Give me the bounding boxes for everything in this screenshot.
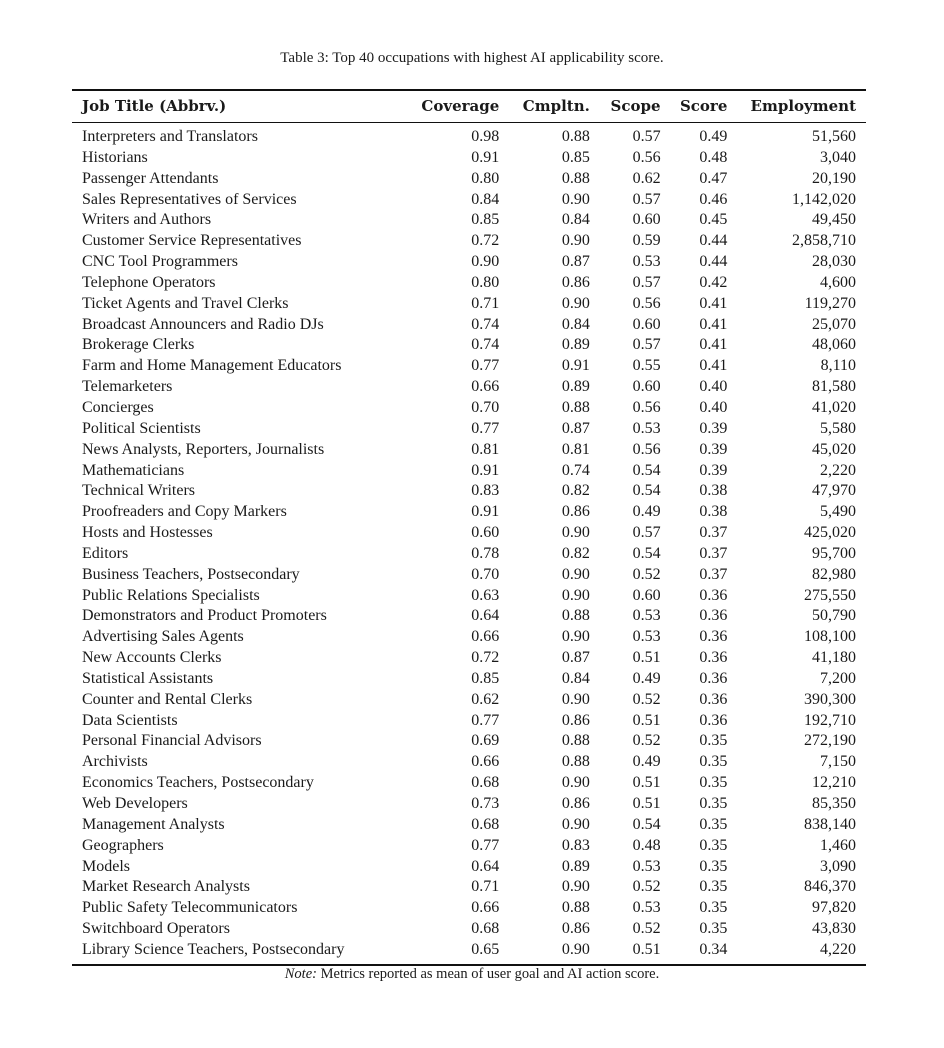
cell-scope: 0.52 [632,732,661,750]
cell-score: 0.34 [699,940,728,958]
cell-coverage: 0.84 [471,190,500,208]
cell-job-title: Brokerage Clerks [82,336,195,354]
header-score: Score [679,97,728,115]
table-row [72,898,866,919]
cell-coverage: 0.77 [471,836,500,854]
cell-job-title: Ticket Agents and Travel Clerks [82,294,289,312]
cell-completion: 0.88 [561,607,590,625]
table-row [72,335,866,356]
cell-job-title: Data Scientists [82,711,178,729]
cell-scope: 0.51 [632,649,661,667]
cell-completion: 0.90 [561,294,590,312]
cell-coverage: 0.64 [471,607,500,625]
cell-score: 0.36 [699,690,728,708]
cell-score: 0.41 [699,315,728,333]
cell-score: 0.42 [699,273,728,291]
table-row [72,773,866,794]
cell-employment: 838,140 [804,815,856,833]
cell-coverage: 0.68 [471,815,500,833]
cell-scope: 0.60 [632,315,661,333]
occupations-table-container [72,89,866,966]
cell-scope: 0.56 [632,398,661,416]
cell-score: 0.36 [699,628,728,646]
cell-employment: 7,200 [820,669,856,687]
cell-completion: 0.84 [561,211,590,229]
cell-scope: 0.52 [632,878,661,896]
cell-job-title: Proofreaders and Copy Markers [82,503,287,521]
cell-job-title: Passenger Attendants [82,169,219,187]
occupations-table [72,89,866,966]
table-row [72,398,866,419]
cell-employment: 43,830 [812,920,856,938]
cell-completion: 0.84 [561,669,590,687]
cell-employment: 51,560 [812,128,856,145]
cell-completion: 0.84 [561,315,590,333]
cell-completion: 0.82 [561,544,590,562]
cell-employment: 45,020 [812,440,856,458]
cell-scope: 0.60 [632,586,661,604]
cell-scope: 0.52 [632,565,661,583]
cell-employment: 20,190 [812,169,856,187]
cell-score: 0.49 [699,128,728,145]
cell-scope: 0.57 [632,128,661,145]
header-coverage: Coverage [421,97,500,115]
cell-job-title: Telephone Operators [82,273,216,291]
cell-scope: 0.49 [632,669,661,687]
cell-score: 0.41 [699,357,728,375]
cell-scope: 0.48 [632,836,661,854]
cell-scope: 0.53 [632,899,661,917]
cell-employment: 28,030 [812,253,856,271]
table-row [72,502,866,523]
cell-employment: 50,790 [812,607,856,625]
cell-completion: 0.85 [561,148,590,166]
cell-score: 0.37 [699,544,728,562]
table-row [72,752,866,773]
cell-completion: 0.89 [561,336,590,354]
cell-coverage: 0.68 [471,774,500,792]
cell-score: 0.39 [699,461,728,479]
cell-score: 0.40 [699,378,728,396]
cell-score: 0.39 [699,419,728,437]
table-row [72,461,866,482]
cell-employment: 275,550 [804,586,856,604]
cell-employment: 47,970 [812,482,856,500]
cell-job-title: Farm and Home Management Educators [82,357,342,375]
cell-completion: 0.87 [561,253,590,271]
cell-employment: 81,580 [812,378,856,396]
cell-coverage: 0.80 [471,169,500,187]
note-text: Metrics reported as mean of user goal and AI action score. [316,966,660,982]
cell-employment: 2,220 [820,461,856,479]
cell-score: 0.48 [699,148,728,166]
cell-completion: 0.83 [561,836,590,854]
cell-completion: 0.90 [561,690,590,708]
cell-employment: 4,220 [820,940,856,958]
cell-coverage: 0.81 [471,440,500,458]
table-row [72,794,866,815]
cell-employment: 85,350 [812,795,856,812]
cell-score: 0.35 [699,899,728,917]
table-row [72,565,866,586]
cell-coverage: 0.77 [471,711,500,729]
cell-employment: 8,110 [820,357,856,375]
cell-job-title: Concierges [82,398,154,416]
cell-employment: 41,180 [812,649,856,667]
cell-completion: 0.88 [561,169,590,187]
cell-scope: 0.54 [632,815,661,833]
table-row [72,252,866,273]
cell-coverage: 0.65 [471,940,500,958]
table-row [72,231,866,252]
cell-job-title: Sales Representatives of Services [82,190,297,208]
table-row [72,419,866,440]
cell-scope: 0.52 [632,690,661,708]
cell-scope: 0.51 [632,774,661,792]
cell-score: 0.47 [699,169,728,187]
cell-coverage: 0.85 [471,211,500,229]
cell-job-title: Technical Writers [82,482,195,500]
cell-completion: 0.88 [561,899,590,917]
table-row [72,919,866,940]
cell-employment: 1,142,020 [792,190,856,208]
cell-coverage: 0.70 [471,398,500,416]
table-row [72,377,866,398]
note-label: Note: [284,966,317,982]
cell-completion: 0.90 [561,586,590,604]
cell-completion: 0.86 [561,273,590,291]
cell-job-title: New Accounts Clerks [82,649,222,667]
cell-employment: 390,300 [804,690,856,708]
cell-score: 0.35 [699,920,728,938]
table-row [72,273,866,294]
cell-job-title: Business Teachers, Postsecondary [82,565,300,583]
cell-completion: 0.86 [561,503,590,521]
cell-coverage: 0.71 [471,878,500,896]
cell-scope: 0.59 [632,232,661,250]
cell-employment: 12,210 [812,774,856,792]
cell-coverage: 0.66 [471,753,500,771]
cell-coverage: 0.69 [471,732,500,750]
table-row [72,148,866,169]
table-row [72,940,866,965]
table-row [72,690,866,711]
cell-completion: 0.74 [561,461,590,479]
cell-completion: 0.88 [561,398,590,416]
table-row [72,815,866,836]
cell-employment: 4,600 [820,273,856,291]
cell-job-title: Broadcast Announcers and Radio DJs [82,315,324,333]
cell-coverage: 0.68 [471,920,500,938]
cell-completion: 0.86 [561,711,590,729]
cell-job-title: Customer Service Representatives [82,232,302,250]
cell-job-title: Mathematicians [82,461,185,479]
cell-coverage: 0.91 [471,503,500,521]
cell-scope: 0.54 [632,544,661,562]
cell-completion: 0.86 [561,920,590,938]
cell-score: 0.44 [699,253,728,271]
table-row [72,356,866,377]
cell-job-title: Writers and Authors [82,211,212,229]
cell-score: 0.37 [699,565,728,583]
header-employment: Employment [750,97,856,115]
cell-score: 0.36 [699,669,728,687]
cell-employment: 2,858,710 [792,232,856,250]
cell-completion: 0.90 [561,628,590,646]
cell-completion: 0.90 [561,565,590,583]
table-row [72,627,866,648]
table-row [72,711,866,732]
table-note [0,966,944,983]
cell-completion: 0.90 [561,940,590,958]
cell-completion: 0.87 [561,419,590,437]
cell-employment: 272,190 [804,732,856,750]
table-row [72,857,866,878]
cell-job-title: CNC Tool Programmers [82,253,238,271]
table-row [72,836,866,857]
cell-employment: 97,820 [812,899,856,917]
cell-coverage: 0.77 [471,419,500,437]
cell-completion: 0.81 [561,440,590,458]
cell-job-title: Counter and Rental Clerks [82,690,253,708]
cell-scope: 0.57 [632,273,661,291]
table-row [72,315,866,336]
cell-score: 0.35 [699,878,728,896]
cell-completion: 0.90 [561,232,590,250]
cell-score: 0.41 [699,294,728,312]
table-row [72,440,866,461]
cell-coverage: 0.66 [471,628,500,646]
header-completion: Cmpltn. [522,97,590,115]
cell-coverage: 0.71 [471,294,500,312]
cell-employment: 82,980 [812,565,856,583]
cell-score: 0.35 [699,774,728,792]
cell-employment: 119,270 [804,294,856,312]
cell-employment: 3,040 [820,148,856,166]
cell-score: 0.46 [699,190,728,208]
cell-coverage: 0.66 [471,378,500,396]
cell-job-title: Hosts and Hostesses [82,524,213,542]
table-header-row [72,90,866,123]
cell-job-title: News Analysts, Reporters, Journalists [82,440,325,458]
table-body [72,123,866,965]
cell-completion: 0.90 [561,190,590,208]
cell-scope: 0.49 [632,753,661,771]
cell-coverage: 0.91 [471,461,500,479]
table-row [72,523,866,544]
cell-score: 0.35 [699,857,728,875]
cell-completion: 0.90 [561,878,590,896]
cell-job-title: Market Research Analysts [82,878,250,896]
cell-score: 0.35 [699,732,728,750]
cell-job-title: Models [82,857,130,875]
cell-coverage: 0.70 [471,565,500,583]
cell-employment: 846,370 [804,878,856,896]
cell-employment: 48,060 [812,336,856,354]
cell-job-title: Economics Teachers, Postsecondary [82,774,314,792]
cell-completion: 0.90 [561,774,590,792]
cell-completion: 0.82 [561,482,590,500]
table-row [72,123,866,148]
table-row [72,210,866,231]
cell-scope: 0.53 [632,628,661,646]
cell-completion: 0.88 [561,732,590,750]
cell-coverage: 0.98 [471,128,500,145]
cell-employment: 5,490 [820,503,856,521]
cell-score: 0.36 [699,586,728,604]
cell-employment: 7,150 [820,753,856,771]
cell-scope: 0.60 [632,211,661,229]
cell-score: 0.36 [699,711,728,729]
cell-scope: 0.62 [632,169,661,187]
table-row [72,169,866,190]
cell-scope: 0.51 [632,940,661,958]
cell-employment: 108,100 [804,628,856,646]
cell-scope: 0.56 [632,148,661,166]
cell-scope: 0.51 [632,711,661,729]
cell-score: 0.35 [699,795,728,812]
cell-scope: 0.53 [632,253,661,271]
cell-coverage: 0.85 [471,669,500,687]
cell-score: 0.44 [699,232,728,250]
cell-coverage: 0.78 [471,544,500,562]
cell-scope: 0.56 [632,440,661,458]
cell-employment: 5,580 [820,419,856,437]
table-row [72,544,866,565]
cell-completion: 0.90 [561,815,590,833]
cell-job-title: Editors [82,544,129,562]
cell-employment: 1,460 [820,836,856,854]
table-caption: Table 3: Top 40 occupations with highest AI applicability score. [280,50,664,66]
cell-coverage: 0.74 [471,336,500,354]
cell-scope: 0.49 [632,503,661,521]
cell-score: 0.36 [699,607,728,625]
cell-scope: 0.53 [632,419,661,437]
cell-job-title: Telemarketers [82,378,173,396]
cell-completion: 0.89 [561,378,590,396]
cell-job-title: Geographers [82,836,164,854]
cell-job-title: Archivists [82,753,148,771]
cell-coverage: 0.72 [471,649,500,667]
cell-score: 0.40 [699,398,728,416]
cell-employment: 41,020 [812,398,856,416]
cell-scope: 0.52 [632,920,661,938]
cell-completion: 0.90 [561,524,590,542]
cell-job-title: Statistical Assistants [82,669,214,687]
cell-employment: 3,090 [820,857,856,875]
cell-score: 0.37 [699,524,728,542]
cell-score: 0.35 [699,815,728,833]
cell-job-title: Personal Financial Advisors [82,732,262,750]
cell-scope: 0.57 [632,190,661,208]
cell-coverage: 0.73 [471,795,500,812]
cell-scope: 0.55 [632,357,661,375]
cell-employment: 25,070 [812,315,856,333]
cell-score: 0.38 [699,503,728,521]
cell-score: 0.39 [699,440,728,458]
cell-coverage: 0.62 [471,690,500,708]
cell-scope: 0.57 [632,336,661,354]
cell-coverage: 0.91 [471,148,500,166]
cell-coverage: 0.72 [471,232,500,250]
cell-employment: 192,710 [804,711,856,729]
cell-coverage: 0.80 [471,273,500,291]
cell-scope: 0.56 [632,294,661,312]
cell-job-title: Historians [82,148,148,166]
cell-completion: 0.88 [561,753,590,771]
cell-scope: 0.60 [632,378,661,396]
cell-coverage: 0.77 [471,357,500,375]
cell-scope: 0.54 [632,461,661,479]
cell-coverage: 0.74 [471,315,500,333]
table-row [72,190,866,211]
cell-scope: 0.57 [632,524,661,542]
cell-scope: 0.54 [632,482,661,500]
header-scope: Scope [610,97,661,115]
cell-employment: 95,700 [812,544,856,562]
cell-completion: 0.87 [561,649,590,667]
table-row [72,669,866,690]
cell-coverage: 0.83 [471,482,500,500]
cell-score: 0.45 [699,211,728,229]
cell-job-title: Library Science Teachers, Postsecondary [82,940,345,958]
cell-coverage: 0.64 [471,857,500,875]
cell-scope: 0.53 [632,857,661,875]
table-row [72,294,866,315]
cell-score: 0.36 [699,649,728,667]
table-row [72,731,866,752]
cell-scope: 0.51 [632,795,661,812]
cell-job-title: Interpreters and Translators [82,128,258,145]
cell-job-title: Demonstrators and Product Promoters [82,607,327,625]
cell-job-title: Public Safety Telecommunicators [82,899,298,917]
cell-job-title: Advertising Sales Agents [82,628,244,646]
cell-scope: 0.53 [632,607,661,625]
cell-employment: 49,450 [812,211,856,229]
cell-job-title: Management Analysts [82,815,225,833]
table-row [72,648,866,669]
cell-score: 0.35 [699,836,728,854]
cell-completion: 0.88 [561,128,590,145]
cell-coverage: 0.60 [471,524,500,542]
cell-job-title: Web Developers [82,795,188,812]
cell-completion: 0.89 [561,857,590,875]
cell-score: 0.41 [699,336,728,354]
cell-coverage: 0.90 [471,253,500,271]
header-job-title: Job Title (Abbrv.) [82,97,227,115]
cell-job-title: Public Relations Specialists [82,586,260,604]
cell-completion: 0.86 [561,795,590,812]
table-row [72,586,866,607]
cell-score: 0.35 [699,753,728,771]
cell-employment: 425,020 [804,524,856,542]
cell-score: 0.38 [699,482,728,500]
table-row [72,481,866,502]
cell-job-title: Switchboard Operators [82,920,230,938]
table-row [72,877,866,898]
cell-completion: 0.91 [561,357,590,375]
cell-coverage: 0.63 [471,586,500,604]
table-row [72,606,866,627]
cell-job-title: Political Scientists [82,419,201,437]
cell-coverage: 0.66 [471,899,500,917]
